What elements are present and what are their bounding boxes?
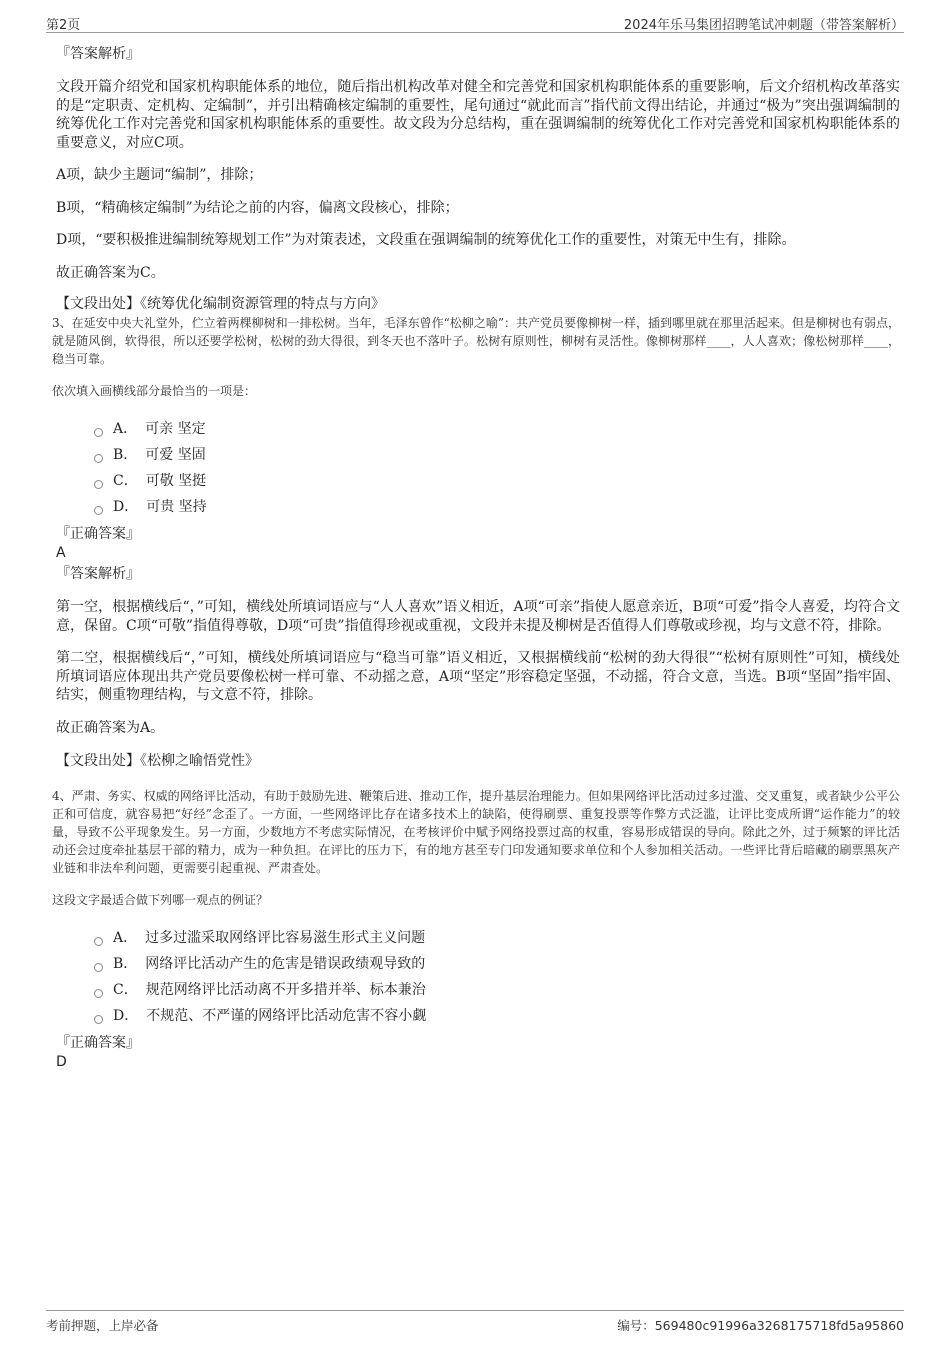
option-text: 不规范、不严谨的网络评比活动危害不容小觑 [146, 1008, 427, 1024]
radio-icon[interactable] [94, 480, 103, 489]
radio-icon[interactable] [94, 989, 103, 998]
option-c[interactable] [94, 468, 900, 494]
radio-icon[interactable] [94, 506, 103, 515]
page-footer [46, 1310, 904, 1337]
analysis-paragraph: 第一空，根据横线后“，”可知，横线处所填词语应与“人人喜欢”语义相近，A项“可亲”指使人愿意亲近，B项“可爱”指令人喜爱，均符合文意，保留。C项“可敬”指值得尊敬，D项“可贵”指值得珍视或重视，文段并未提及柳树是否值得人们尊敬或珍视，均与文意不符，排除。 [56, 599, 900, 634]
analysis-conclusion: 故正确答案为A。 [56, 719, 165, 736]
option-text: 可爱 坚固 [145, 447, 206, 463]
option-letter: A． [113, 930, 138, 946]
analysis-paragraph: A项，缺少主题词“编制”，排除； [56, 167, 263, 183]
option-a[interactable] [94, 416, 900, 442]
analysis-tag: 『答案解析』 [56, 46, 140, 62]
question-4 [52, 787, 900, 1071]
q2-analysis-section [56, 44, 900, 314]
option-a[interactable] [94, 925, 900, 951]
correct-answer: D [56, 1054, 67, 1070]
page-content [52, 44, 900, 1071]
option-list [94, 416, 900, 520]
option-letter: D． [113, 499, 139, 515]
radio-icon[interactable] [94, 428, 103, 437]
option-letter: C． [113, 982, 138, 998]
question-3 [52, 314, 900, 771]
answer-tag: 『正确答案』 [56, 1035, 140, 1051]
analysis-paragraph: 第二空，根据横线后“，”可知，横线处所填词语应与“稳当可靠”语义相近，又根据横线前“松树的劲大得很”“松树有原则性”可知，横线处所填词语应体现出共产党员要像松树一样可靠、不动摇之意，A项“坚定”形容稳定坚强，不动摇，符合文意，当选。B项“坚固”指牢固、结实，侧重物理结构，与文意不符，排除。 [56, 650, 900, 703]
option-text: 规范网络评比活动离不开多措并举、标本兼治 [145, 982, 426, 998]
passage-source: 【文段出处】《统筹优化编制资源管理的特点与方向》 [56, 296, 385, 312]
option-letter: B． [113, 447, 138, 463]
analysis-tag: 『答案解析』 [56, 566, 140, 582]
option-text: 可亲 坚定 [145, 421, 206, 437]
option-b[interactable] [94, 951, 900, 977]
option-list [94, 925, 900, 1029]
option-b[interactable] [94, 442, 900, 468]
option-letter: B． [113, 956, 138, 972]
document-title: 2024年乐马集团招聘笔试冲刺题（带答案解析） [623, 18, 904, 33]
analysis-paragraph: 文段开篇介绍党和国家机构职能体系的地位，随后指出机构改革对健全和完善党和国家机构职能体系的重要影响，后文介绍机构改革落实的是“定职责、定机构、定编制”，并引出精确核定编制的重要性，尾句通过“就此而言”指代前文得出结论，并通过“极为”突出强调编制的统筹优化工作对完善党和国家机构职能体系的重要性。故文段为分总结构，重在强调编制的统筹优化工作对完善党和国家机构职能体系的重要意义，对应C项。 [56, 79, 900, 151]
serial-value: 569480c91996a3268175718fd5a95860 [654, 1318, 904, 1333]
radio-icon[interactable] [94, 963, 103, 972]
option-letter: D． [113, 1008, 139, 1024]
option-letter: A． [113, 421, 138, 437]
option-letter: C． [113, 473, 138, 489]
radio-icon[interactable] [94, 937, 103, 946]
analysis-paragraph: D项，“要积极推进编制统筹规划工作”为对策表述，文段重在强调编制的统筹优化工作的重要性，对策无中生有，排除。 [56, 232, 796, 248]
question-prompt: 依次填入画横线部分最恰当的一项是： [52, 384, 257, 398]
radio-icon[interactable] [94, 454, 103, 463]
option-text: 可贵 坚持 [146, 499, 207, 515]
passage-source: 【文段出处】《松柳之喻悟党性》 [56, 753, 259, 769]
question-prompt: 这段文字最适合做下列哪一观点的例证？ [52, 893, 269, 907]
question-stem: 4、严肃、务实、权威的网络评比活动，有助于鼓励先进、鞭策后进、推动工作，提升基层治理能力。但如果网络评比活动过多过滥、交叉重复，或者缺少公平公正和可信度，就容易把“好经”念歪了。一方面，一些网络评比存在诸多技术上的缺陷，使得刷票、重复投票等作弊方式泛滥，让评比变成所谓“运作能力”的较量，导致不公平现象发生。另一方面，少数地方不考虑实际情况，在考核评价中赋予网络投票过高的权重，容易形成错误的导向。除此之外，过于频繁的评比活动还会过度牵扯基层干部的精力，成为一种负担。在评比的压力下，有的地方甚至专门印发通知要求单位和个人参加相关活动。一些评比背后暗藏的刷票黑灰产业链和非法牟利问题，更需要引起重视、严肃查处。 [52, 789, 900, 875]
option-d[interactable] [94, 494, 900, 520]
page-header [46, 12, 904, 33]
footer-slogan: 考前押题，上岸必备 [46, 1318, 159, 1333]
page-number: 第2页 [46, 18, 81, 33]
option-c[interactable] [94, 977, 900, 1003]
option-text: 过多过滥采取网络评比容易滋生形式主义问题 [145, 930, 426, 946]
correct-answer: A [56, 545, 66, 561]
question-stem: 3、在延安中央大礼堂外，伫立着两棵柳树和一排松树。当年，毛泽东曾作“松柳之喻”：共产党员要像柳树一样，插到哪里就在那里活起来。但是柳树也有弱点，就是随风倒，软得很，所以还要学松树，松树的劲大得很，到冬天也不落叶子。松树有原则性，柳树有灵活性。像柳树那样____，人人喜欢；像松树那样____，稳当可靠。 [52, 316, 900, 366]
radio-icon[interactable] [94, 1015, 103, 1024]
option-d[interactable] [94, 1003, 900, 1029]
analysis-paragraph: B项，“精确核定编制”为结论之前的内容，偏离文段核心，排除； [56, 199, 459, 216]
analysis-conclusion: 故正确答案为C。 [56, 264, 165, 281]
option-text: 网络评比活动产生的危害是错误政绩观导致的 [145, 956, 426, 972]
serial-label: 编号： [617, 1318, 655, 1333]
answer-tag: 『正确答案』 [56, 526, 140, 542]
document-serial [617, 1316, 904, 1334]
option-text: 可敬 坚挺 [145, 473, 207, 489]
